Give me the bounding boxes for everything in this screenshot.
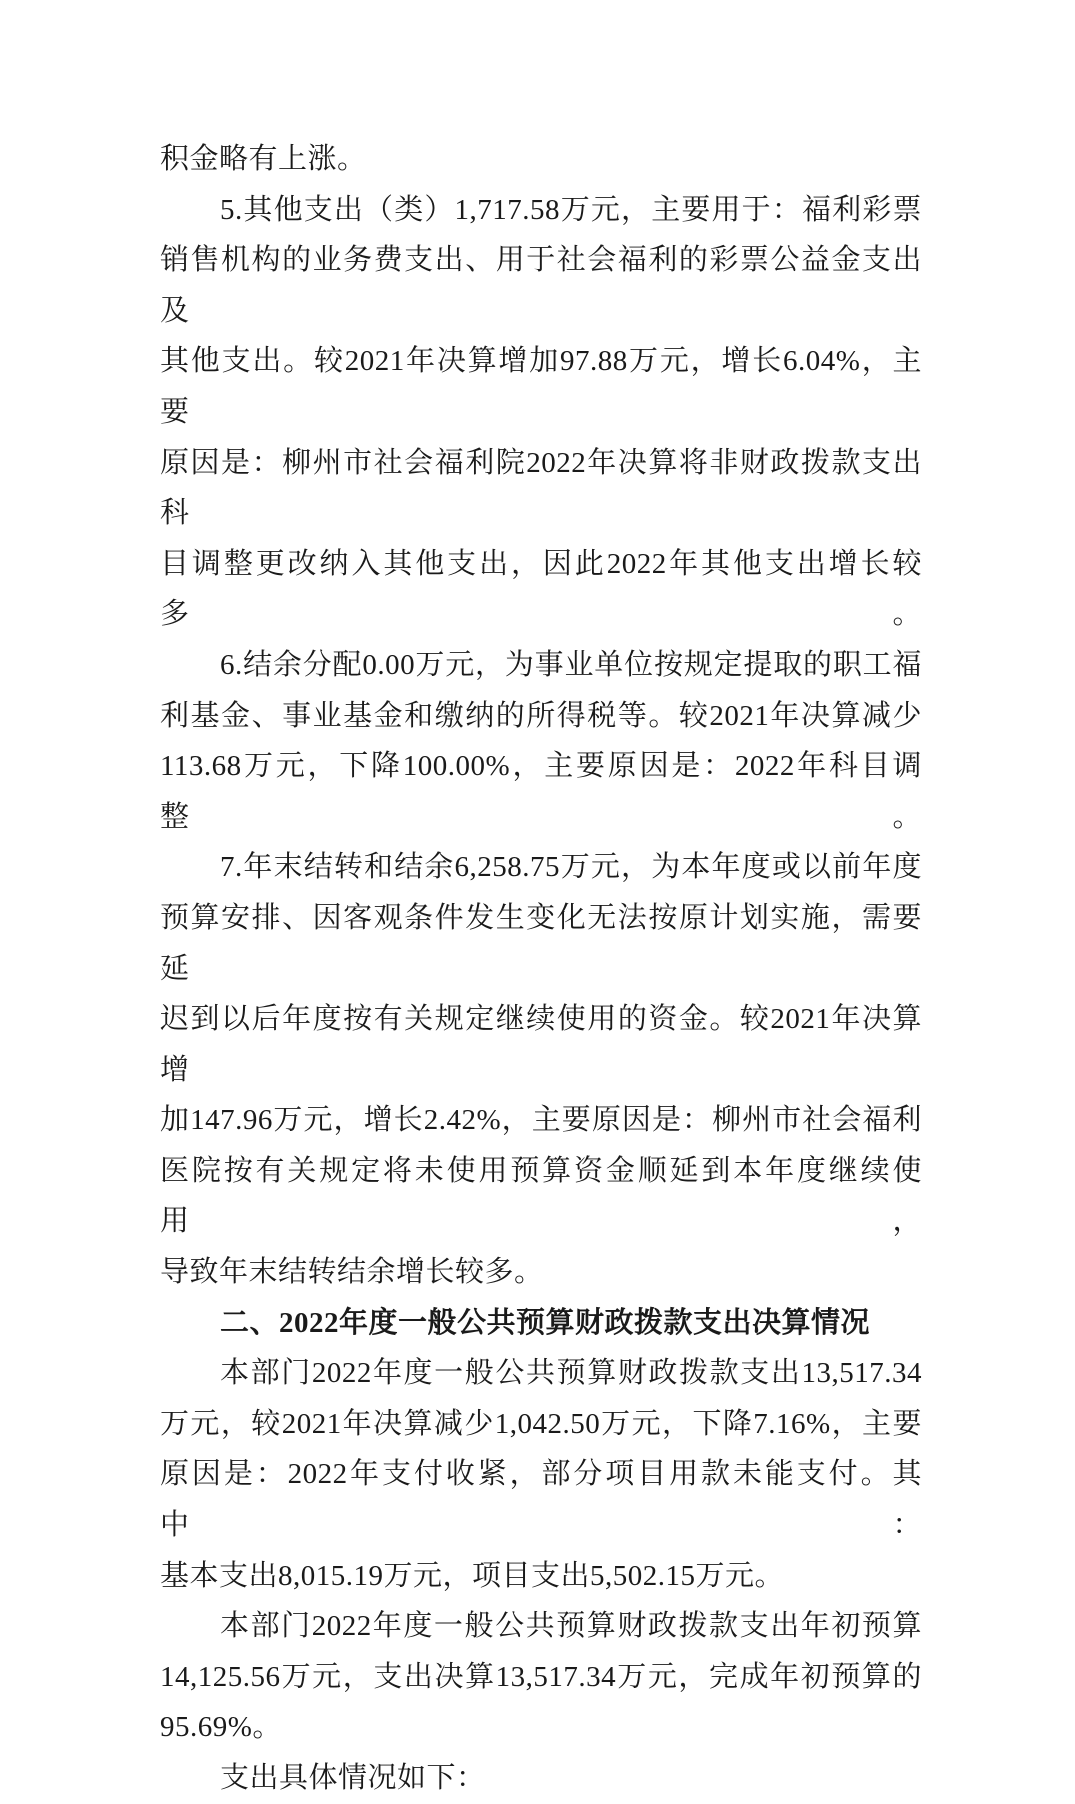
text-line: 原因是：柳州市社会福利院2022年决算将非财政拨款支出科 [160, 446, 922, 530]
text-line: 积金略有上涨。 [160, 143, 367, 175]
text-line: 6.结余分配0.00万元，为事业单位按规定提取的职工福 [220, 648, 922, 681]
text-line: 7.年末结转和结余6,258.75万元，为本年度或以前年度 [220, 851, 922, 884]
text-line: 预算安排、因客观条件发生变化无法按原计划实施，需要延 [160, 901, 922, 985]
document-body [160, 134, 922, 1804]
text-line: 销售机构的业务费支出、用于社会福利的彩票公益金支出及 [160, 244, 922, 327]
text-line: 本部门2022年度一般公共预算财政拨款支出13,517.34 [220, 1357, 922, 1390]
text-line: 医院按有关规定将未使用预算资金顺延到本年度继续使用， [160, 1154, 922, 1238]
text-line: 113.68万元，下降100.00%，主要原因是：2022年科目调整。 [160, 750, 922, 833]
text-line: 支出具体情况如下： [220, 1762, 486, 1794]
text-line: 原因是：2022年支付收紧，部分项目用款未能支付。其中： [160, 1458, 922, 1542]
text-line: 加147.96万元，增长2.42%，主要原因是：柳州市社会福利 [160, 1104, 922, 1137]
text-line: 利基金、事业基金和缴纳的所得税等。较2021年决算减少 [160, 699, 922, 732]
text-line: 其他支出。较2021年决算增加97.88万元，增长6.04%，主要 [160, 345, 922, 428]
text-line: 目调整更改纳入其他支出，因此2022年其他支出增长较多。 [160, 547, 922, 631]
text-line: 万元，较2021年决算减少1,042.50万元，下降7.16%，主要 [160, 1407, 922, 1440]
text-line: 本部门2022年度一般公共预算财政拨款支出年初预算 [220, 1610, 922, 1643]
text-line: 5.其他支出（类）1,717.58万元，主要用于：福利彩票 [220, 193, 922, 226]
text-line: 95.69%。 [160, 1711, 282, 1744]
text-line: 导致年末结转结余增长较多。 [160, 1256, 544, 1289]
text-line: 迟到以后年度按有关规定继续使用的资金。较2021年决算增 [160, 1003, 922, 1086]
text-line: 14,125.56万元，支出决算13,517.34万元，完成年初预算的 [160, 1660, 922, 1693]
text-line: 基本支出8,015.19万元，项目支出5,502.15万元。 [160, 1559, 785, 1592]
section-heading: 二、2022年度一般公共预算财政拨款支出决算情况 [220, 1306, 871, 1339]
